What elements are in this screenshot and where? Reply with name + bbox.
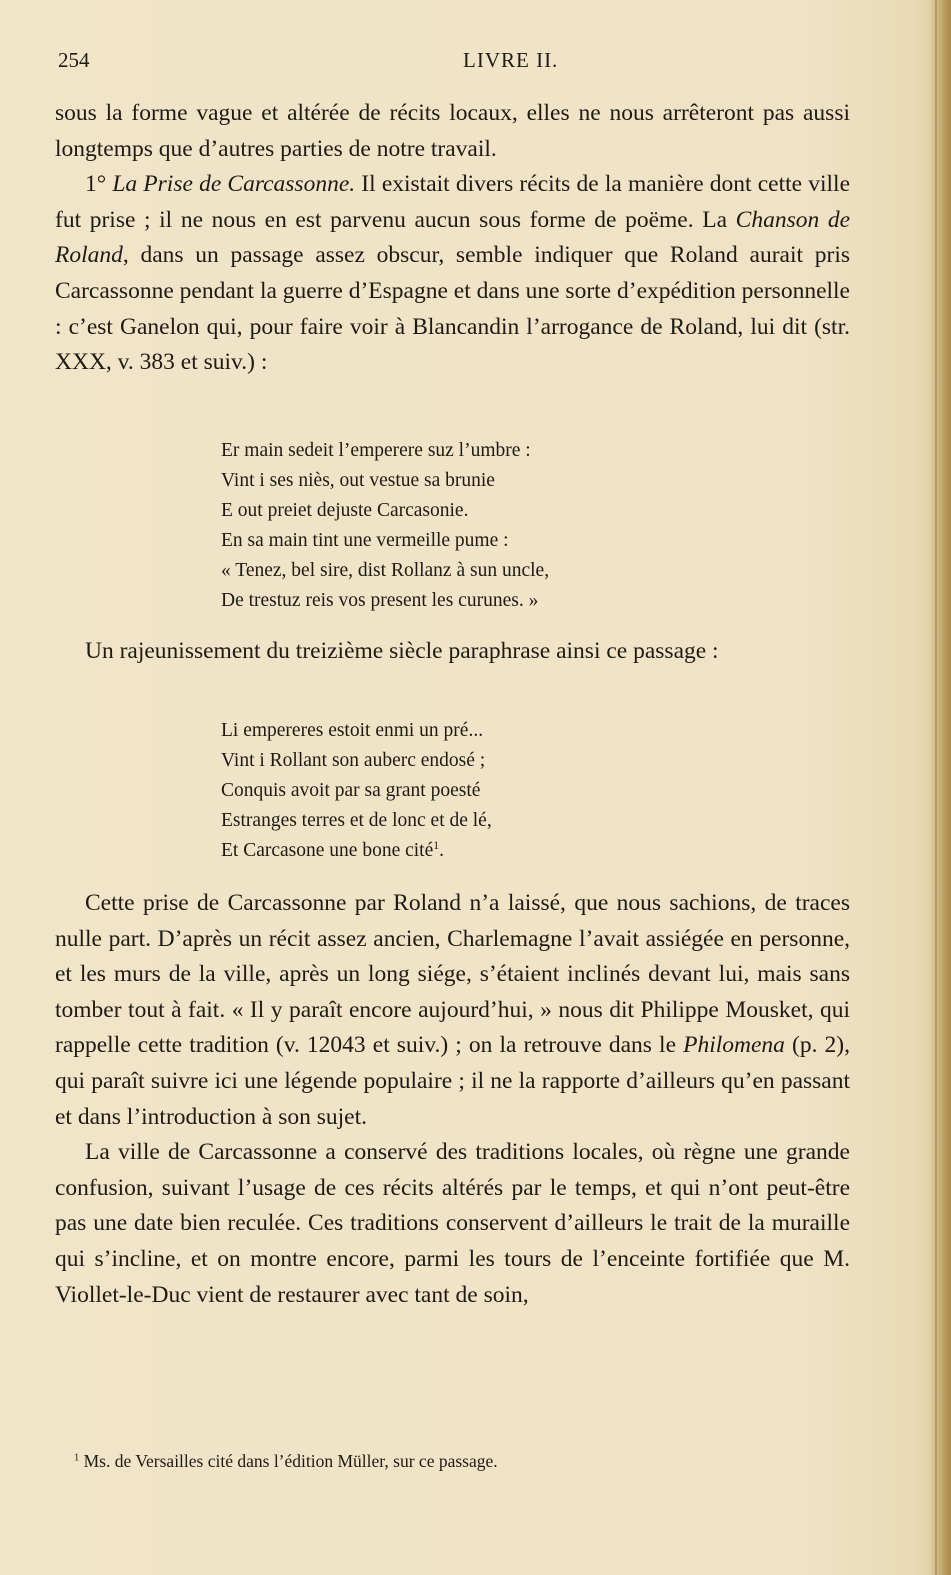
section-number: 1°: [85, 171, 107, 198]
footnote: [74, 1448, 498, 1474]
paragraph-prise-par-roland: [55, 886, 850, 1135]
paragraph-text-part: (p. 2), qui paraît suivre ici une légende populaire ; il ne la rapporte d’ailleurs qu’en passant et dans l’introduction à son sujet.: [55, 1032, 850, 1130]
body-text-bottom: [55, 886, 850, 1313]
footnote-text: Ms. de Versailles cité dans l’édition Müller, sur ce passage.: [79, 1451, 498, 1471]
paragraph-continuation: sous la forme vague et altérée de récits locaux, elles ne nous arrêteront pas aussi longtemps que d’autres parties de notre travail.: [55, 100, 850, 162]
page-edge: [929, 0, 951, 1575]
paragraph-text-part: Il existait divers récits de la manière dont cette ville fut prise ; il ne nous en est parvenu aucun sous forme de poëme. La: [55, 171, 850, 233]
footnote-marker: 1: [74, 1452, 80, 1464]
verse-line: E out preiet dejuste Carcasonie.: [221, 500, 469, 521]
paragraph-text-part: , dans un passage assez obscur, semble indiquer que Roland aurait pris Carcassonne pendant la guerre d’Espagne et dans une sorte d’expédition personnelle : c’est Ganelon qui, pour faire voir à Blancandin l’arrogance de Roland, lui dit (str. XXX, v. 383 et suiv.) :: [55, 242, 850, 376]
body-text-top: [55, 96, 850, 381]
philomena-title: Philomena: [683, 1032, 785, 1059]
page-edge-line: [935, 0, 937, 1575]
footnote-reference: 1: [433, 838, 440, 852]
page-number: 254: [58, 48, 90, 72]
verse-line: Conquis avoit par sa grant poesté: [221, 780, 481, 801]
paragraph-traditions-locales: La ville de Carcassonne a conservé des traditions locales, où règne une grande confusion, suivant l’usage de ces récits altérés par le temps, et qui n’ont peut-être pas une date bien reculée. Ces traditions conservent d’ailleurs le trait de la muraille qui s’incline, et on montre encore, parmi les tours de l’enceinte fortifiée que M. Viollet-le-Duc vient de restaurer avec tant de soin,: [55, 1139, 850, 1308]
chanson-title: Chanson de Roland: [55, 206, 851, 269]
verse-line: Vint i Rollant son auberc endosé ;: [221, 750, 486, 771]
verse-line: Vint i ses niès, out vestue sa brunie: [221, 470, 495, 491]
verse-line-text: Et Carcasone une bone cité: [221, 840, 434, 861]
running-head: LIVRE II.: [463, 48, 559, 72]
paragraph-text-part: Cette prise de Carcassonne par Roland n’a laissé, que nous sachions, de traces nulle part. D’après un récit assez ancien, Charlemagne l’avait assiégée en personne, et les murs de la ville, après un long siége, s’étaient inclinés devant lui, mais sans tomber tout à fait. « Il y paraît encore aujourd’hui, » nous dit Philippe Mousket, qui rappelle cette tradition (v. 12043 et suiv.) ; on la retrouve dans le: [55, 890, 850, 1059]
verse-line: Er main sedeit l’emperere suz l’umbre :: [221, 440, 531, 461]
verse-quotation-rajeunissement: [221, 716, 492, 866]
verse-quotation-roland: [221, 436, 549, 616]
page-header: [58, 48, 848, 78]
verse-line: De trestuz reis vos present les curunes. »: [221, 590, 539, 611]
section-title: La Prise de Carcassonne.: [112, 171, 356, 198]
verse-line: En sa main tint une vermeille pume :: [221, 530, 509, 551]
paragraph-prise-de-carcassonne: [55, 167, 850, 381]
verse-line: Et Carcasone une bone cité$^1$.: [221, 838, 444, 861]
verse-line: Li empereres estoit enmi un pré...: [221, 720, 484, 741]
paragraph-rajeunissement: Un rajeunissement du treizième siècle paraphrase ainsi ce passage :: [85, 638, 719, 664]
verse-line: Estranges terres et de lonc et de lé,: [221, 810, 492, 831]
body-text-middle: [55, 634, 850, 670]
verse-line: « Tenez, bel sire, dist Rollanz à sun uncle,: [221, 560, 550, 581]
